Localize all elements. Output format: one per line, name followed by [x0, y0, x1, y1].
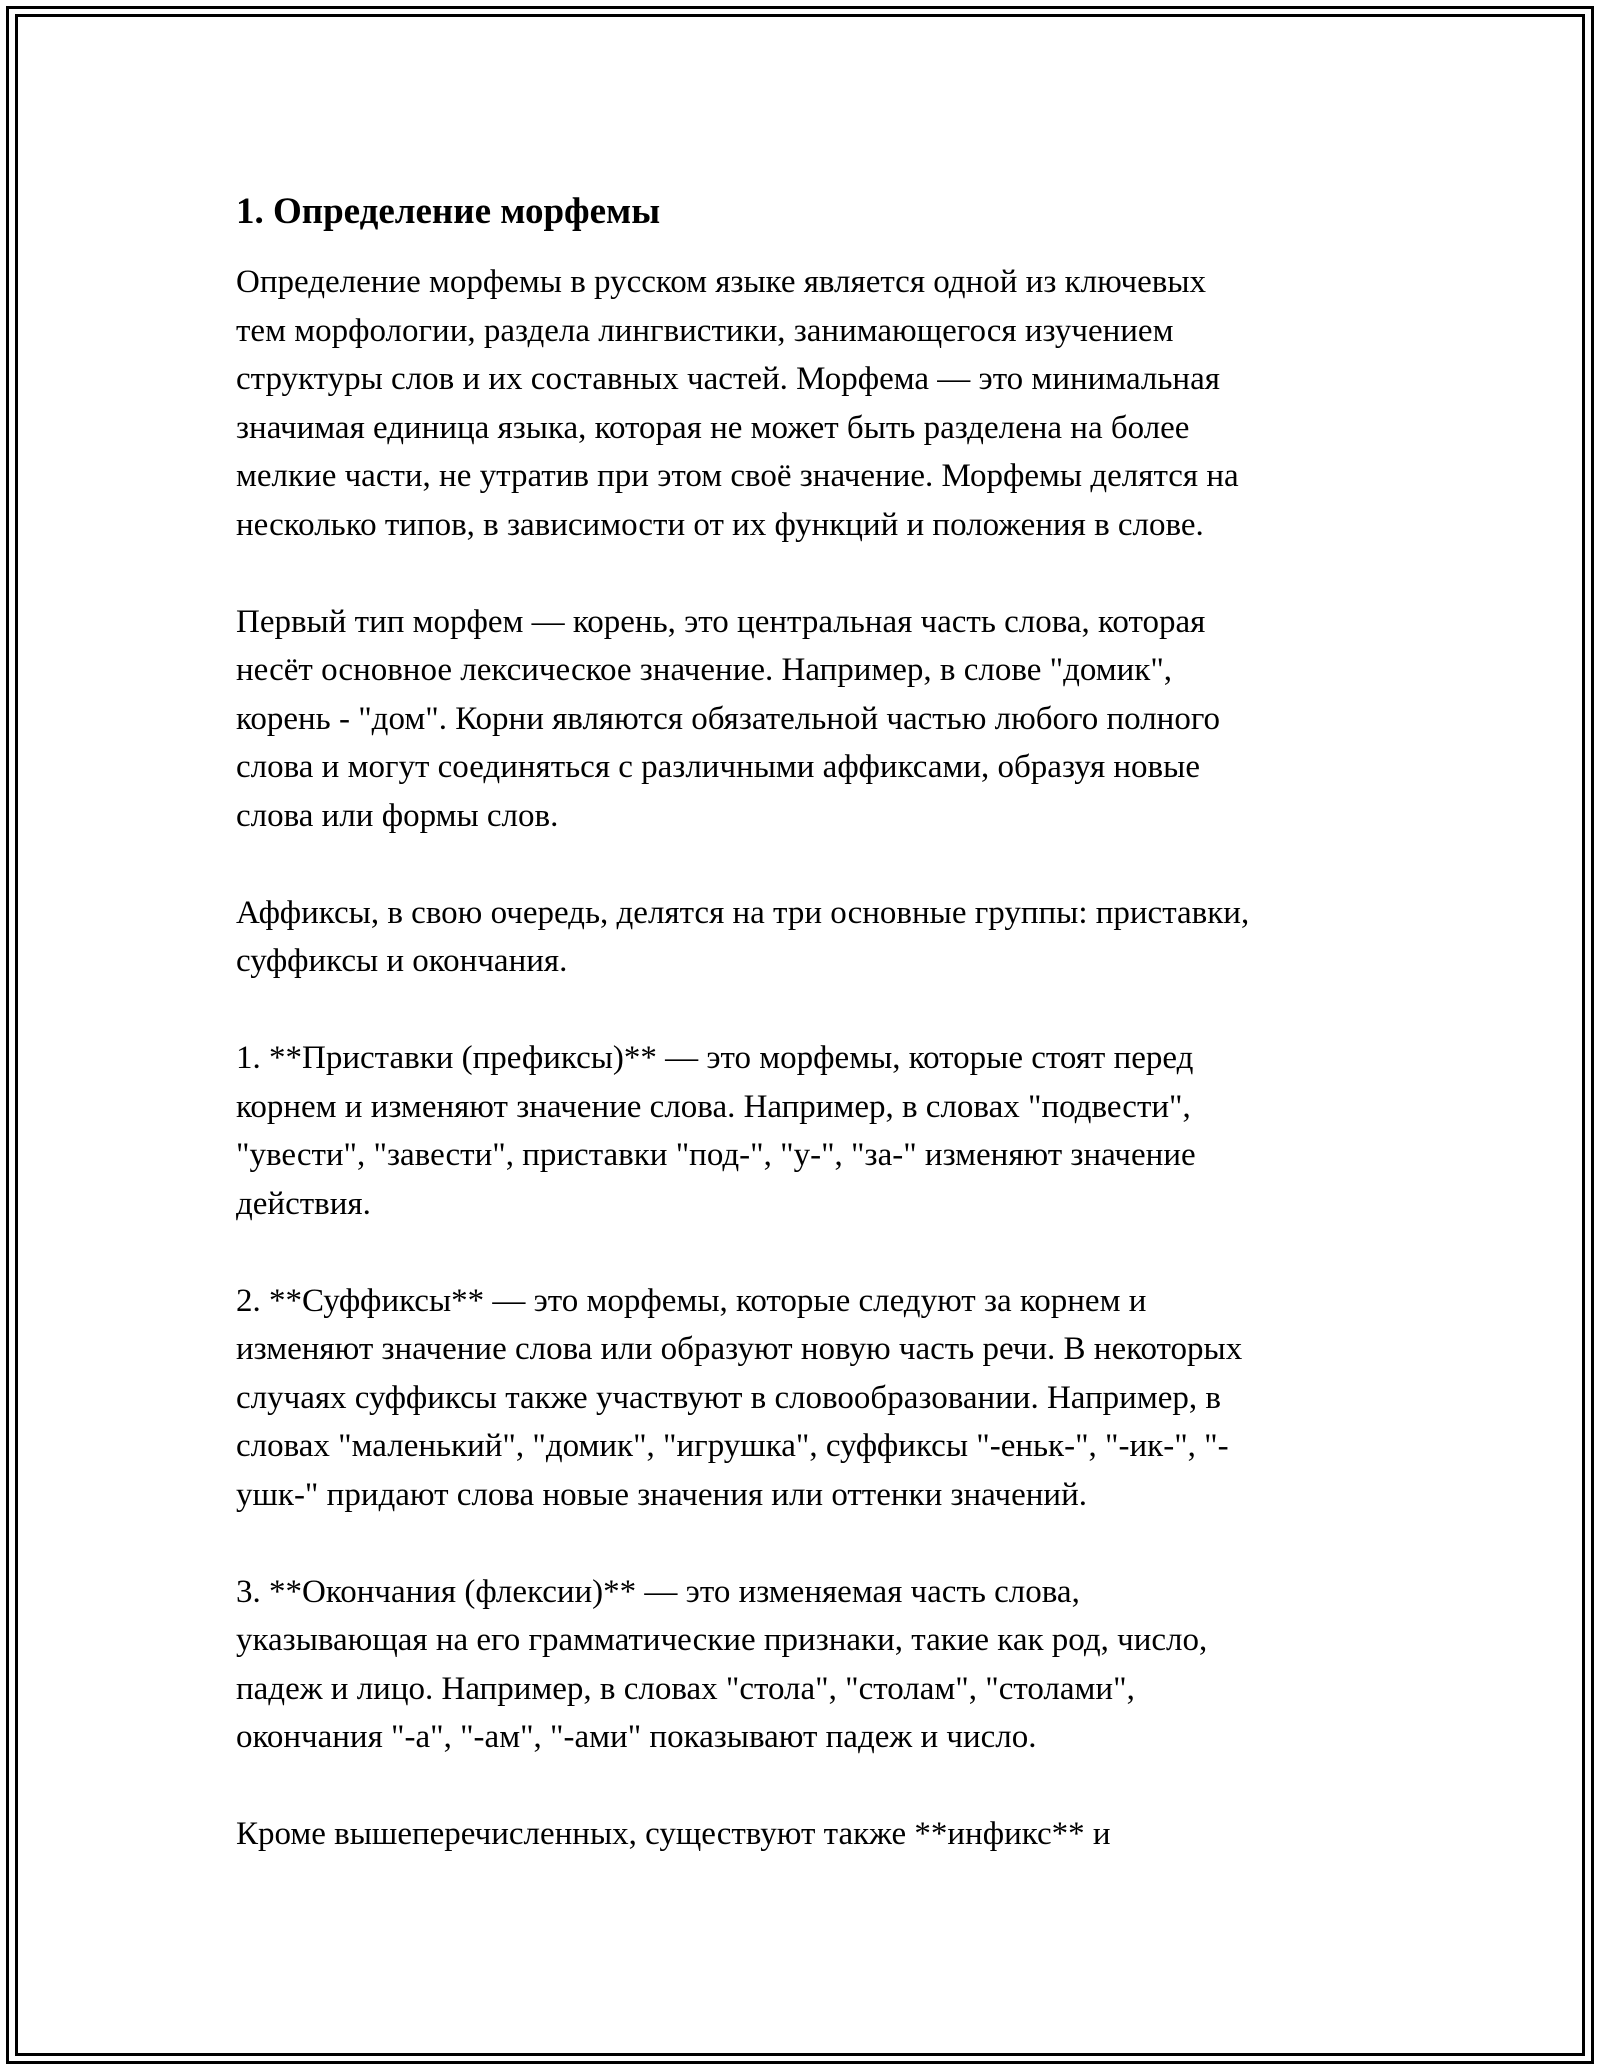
section-heading: 1. Определение морфемы — [236, 191, 661, 232]
paragraph-affixes: Аффиксы, в свою очередь, делятся на три основные группы: приставки, суффиксы и окончания. — [236, 894, 1250, 979]
list-item-prefixes: 1. **Приставки (префиксы)** — это морфемы, которые стоят перед корнем и изменяют значение слова. Например, в словах "подвести", "увести", "завести", приставки "под-", "у-", "за-" изменяют значение действия. — [236, 1040, 1196, 1222]
paragraph-definition: Определение морфемы в русском языке является одной из ключевых тем морфологии, раздела лингвистики, занимающегося изучением структуры слов и их составных частей. Морфема — это минимальная значимая единица языка, которая не может быть разделена на более мелкие части, не утратив при этом своё значение. Морфемы делятся на несколько типов, в зависимости от их функций и положения в слове. — [236, 264, 1239, 543]
list-item-endings: 3. **Окончания (флексии)** — это изменяемая часть слова, указывающая на его грамматические признаки, такие как род, число, падеж и лицо. Например, в словах "стола", "столам", "столами", окончания "-а", "-ам", "-ами" показывают падеж и число. — [236, 1573, 1208, 1755]
paragraph-other-morphemes: Кроме вышеперечисленных, существуют также **инфикс** и — [236, 1816, 1111, 1852]
list-item-suffixes: 2. **Суффиксы** — это морфемы, которые следуют за корнем и изменяют значение слова или образуют новую часть речи. В некоторых случаях суффиксы также участвуют в словообразовании. Например, в словах "маленький", "домик", "игрушка", суффиксы "-еньк-", "-ик-", "- ушк-" придают слова новые значения или оттенки значений. — [236, 1282, 1243, 1513]
document-body — [236, 186, 1386, 1859]
paragraph-root: Первый тип морфем — корень, это центральная часть слова, которая несёт основное лексическое значение. Например, в слове "домик", корень - "дом". Корни являются обязательной частью любого полного слова и могут соединяться с различными аффиксами, образуя новые слова или формы слов. — [236, 603, 1221, 834]
